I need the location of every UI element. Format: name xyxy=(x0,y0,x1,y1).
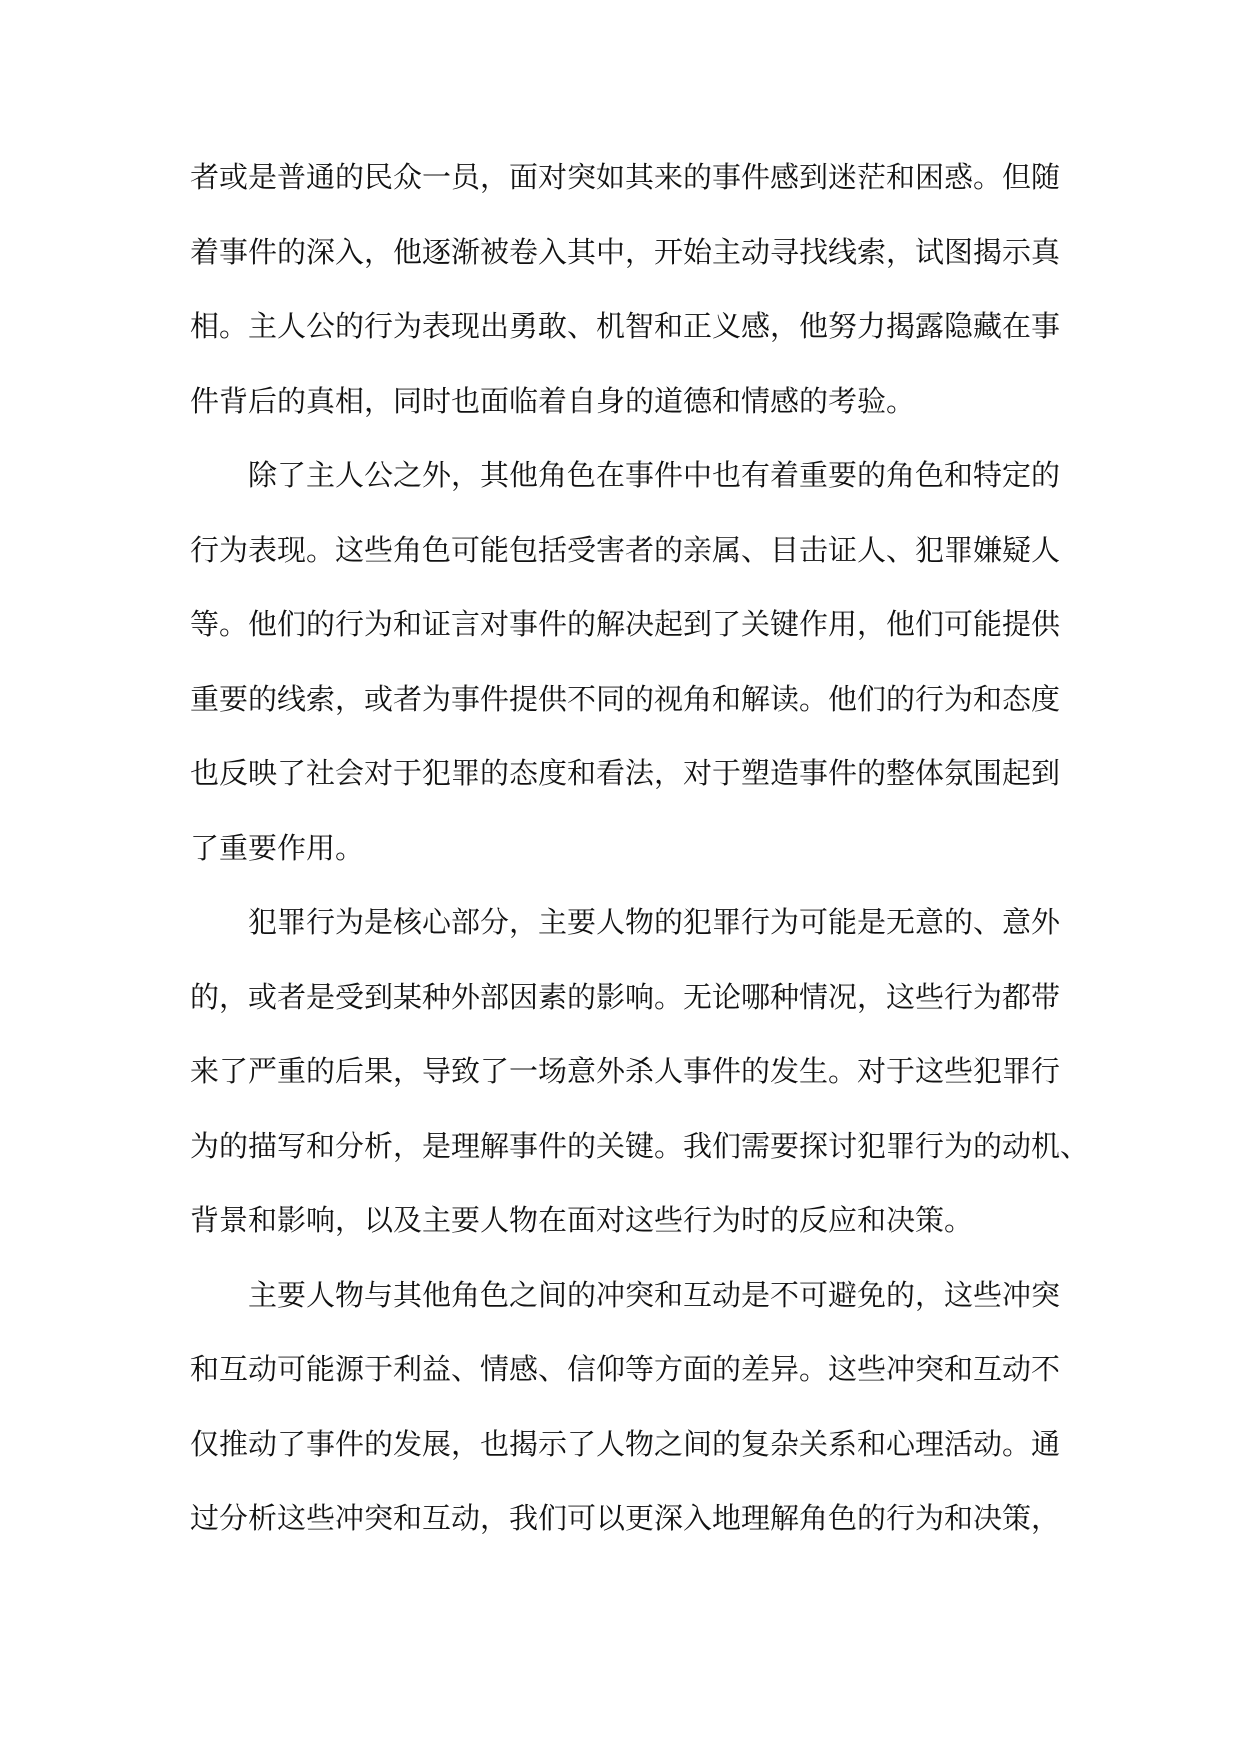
text-line: 者或是普通的民众一员，面对突如其来的事件感到迷茫和困惑。但随 xyxy=(190,160,1061,194)
text-line: 主要人物与其他角色之间的冲突和互动是不可避免的，这些冲突 xyxy=(248,1277,1061,1312)
text-line: 和互动可能源于利益、情感、信仰等方面的差异。这些冲突和互动不 xyxy=(190,1352,1061,1386)
text-line: 等。他们的行为和证言对事件的解决起到了关键作用，他们可能提供 xyxy=(190,607,1061,641)
body-text xyxy=(190,140,1090,1556)
text-line: 来了严重的后果，导致了一场意外杀人事件的发生。对于这些犯罪行 xyxy=(190,1054,1061,1088)
text-line: 仅推动了事件的发展，也揭示了人物之间的复杂关系和心理活动。通 xyxy=(190,1426,1061,1461)
text-line: 行为表现。这些角色可能包括受害者的亲属、目击证人、犯罪嫌疑人 xyxy=(190,532,1061,567)
text-line: 相。主人公的行为表现出勇敢、机智和正义感，他努力揭露隐藏在事 xyxy=(190,309,1061,343)
text-line: 过分析这些冲突和互动，我们可以更深入地理解角色的行为和决策， xyxy=(190,1501,1061,1535)
text-line: 背景和影响，以及主要人物在面对这些行为时的反应和决策。 xyxy=(190,1203,974,1237)
text-line: 重要的线索，或者为事件提供不同的视角和解读。他们的行为和态度 xyxy=(190,681,1061,716)
text-line: 除了主人公之外，其他角色在事件中也有着重要的角色和特定的 xyxy=(248,458,1061,492)
text-line: 也反映了社会对于犯罪的态度和看法，对于塑造事件的整体氛围起到 xyxy=(190,756,1061,790)
text-line: 为的描写和分析，是理解事件的关键。我们需要探讨犯罪行为的动机、 xyxy=(190,1128,1090,1163)
text-line: 着事件的深入，他逐渐被卷入其中，开始主动寻找线索，试图揭示真 xyxy=(190,234,1061,269)
text-line: 的，或者是受到某种外部因素的影响。无论哪种情况，这些行为都带 xyxy=(190,979,1061,1014)
text-line: 犯罪行为是核心部分，主要人物的犯罪行为可能是无意的、意外 xyxy=(248,905,1061,939)
text-line: 了重要作用。 xyxy=(190,830,365,865)
text-line: 件背后的真相，同时也面临着自身的道德和情感的考验。 xyxy=(190,383,916,418)
